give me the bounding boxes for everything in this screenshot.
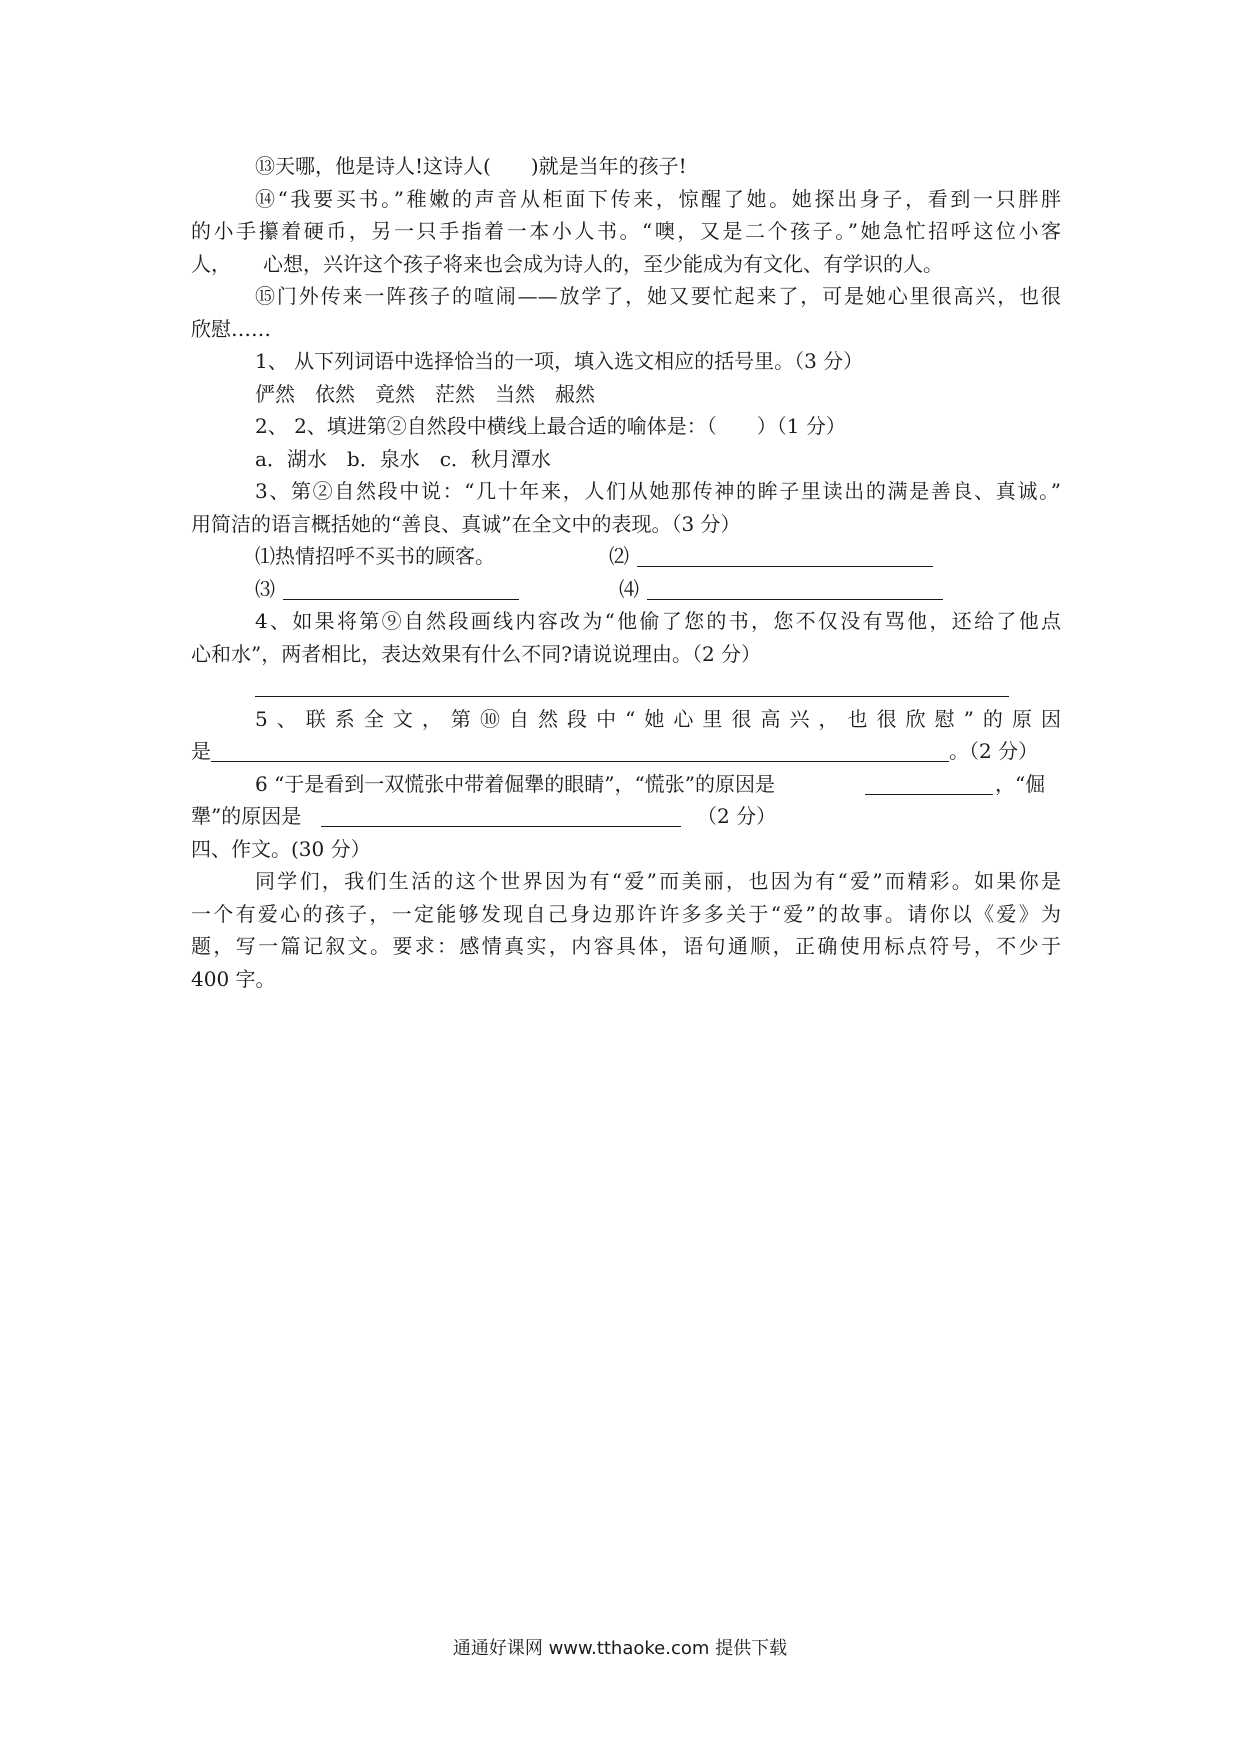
question-6-line-2 [191,800,1061,833]
question-5-points: 。（2 分） [949,739,1039,763]
composition-prompt-line-1: 同学们，我们生活的这个世界因为有“爱”而美丽，也因为有“爱”而精彩。如果你是 [255,869,1061,893]
composition-prompt-line-3: 题，写一篇记叙文。要求：感情真实，内容具体，语句通顺，正确使用标点符号，不少于 [191,934,1061,958]
paragraph-14-line-1: ⑭“我要买书。”稚嫩的声音从柜面下传来，惊醒了她。她探出身子，看到一只胖胖 [255,186,1061,211]
question-3-answer-4-blank[interactable] [647,577,943,600]
question-5-answer-blank[interactable] [211,739,949,762]
question-3-answer-1: ⑴热情招呼不买书的顾客。 [255,544,495,568]
footer-download-note: 通通好课网 www.tthaoke.com 提供下载 [452,1638,788,1659]
composition-prompt-line-4: 400 字。 [191,966,276,991]
question-4-line-1: 4、如果将第⑨自然段画线内容改为“他偷了您的书，您不仅没有骂他，还给了他点 [255,609,1061,633]
question-3-answer-2-blank[interactable] [637,544,933,567]
question-4-line-2: 心和水”，两者相比，表达效果有什么不同?请说说理由。（2 分） [191,641,762,666]
question-5-prefix: 是 [191,739,211,763]
question-6-text: 6 “于是看到一双慌张中带着倔犟的眼睛”，“慌张”的原因是 [255,771,775,796]
composition-prompt-line-2: 一个有爱心的孩子，一定能够发现自己身边那许许多多关于“爱”的故事。请你以《爱》为 [191,901,1061,926]
question-5-line-1: 5、联系全文，第⑩自然段中“她心里很高兴，也很欣慰”的原因 [255,706,1061,731]
question-3-answer-3-blank[interactable] [283,577,519,600]
question-6-text-3: 犟”的原因是 [191,804,302,828]
question-1-word-choices: 俨然 依然 竟然 茫然 当然 赧然 [255,381,595,406]
question-3-answer-3-label: ⑶ [255,576,275,601]
question-3-line-1: 3、第②自然段中说：“几十年来，人们从她那传神的眸子里读出的满是善良、真诚。” [255,479,1061,503]
paragraph-15-line-2: 欣慰…… [191,316,271,341]
question-1-text: 1、 从下列词语中选择恰当的一项，填入选文相应的括号里。（3 分） [255,349,864,373]
question-4-answer-row [191,670,1061,703]
paragraph-15-line-1: ⑮门外传来一阵孩子的喧闹——放学了，她又要忙起来了，可是她心里很高兴，也很 [255,284,1061,308]
question-6-blank-1[interactable] [865,772,993,795]
question-5-line-2 [191,735,1061,768]
question-3-answers-row-1 [191,540,1061,573]
question-6-text-2: ，“倔 [995,771,1046,796]
paragraph-14-line-3b: 心想，兴许这个孩子将来也会成为诗人的，至少能成为有文化、有学识的人。 [263,251,943,276]
question-6-points: （2 分） [697,804,777,828]
question-3-answer-4-label: ⑷ [619,576,639,601]
paragraph-14-line-3 [191,248,1061,281]
paragraph-14-line-3a: 人， [191,251,231,276]
question-6-blank-2[interactable] [321,804,681,827]
paragraph-13: ⑬天哪，他是诗人!这诗人( )就是当年的孩子! [255,154,687,178]
section-4-heading: 四、作文。(30 分） [191,836,371,861]
page-content [191,150,1061,995]
question-3-answer-2-label: ⑵ [609,544,629,568]
question-2-options: a．湖水 b．泉水 c．秋月潭水 [255,446,551,471]
question-6-line-1 [191,768,1061,801]
paragraph-14-line-2: 的小手攥着硬币，另一只手指着一本小人书。“噢，又是二个孩子。”她急忙招呼这位小客 [191,219,1061,243]
question-3-line-2: 用简洁的语言概括她的“善良、真诚”在全文中的表现。（3 分） [191,511,741,536]
question-4-answer-blank[interactable] [255,674,1009,697]
question-2-text: 2、 2、填进第②自然段中横线上最合适的喻体是：（ ）（1 分） [255,414,846,438]
question-3-answers-row-2 [191,573,1061,606]
